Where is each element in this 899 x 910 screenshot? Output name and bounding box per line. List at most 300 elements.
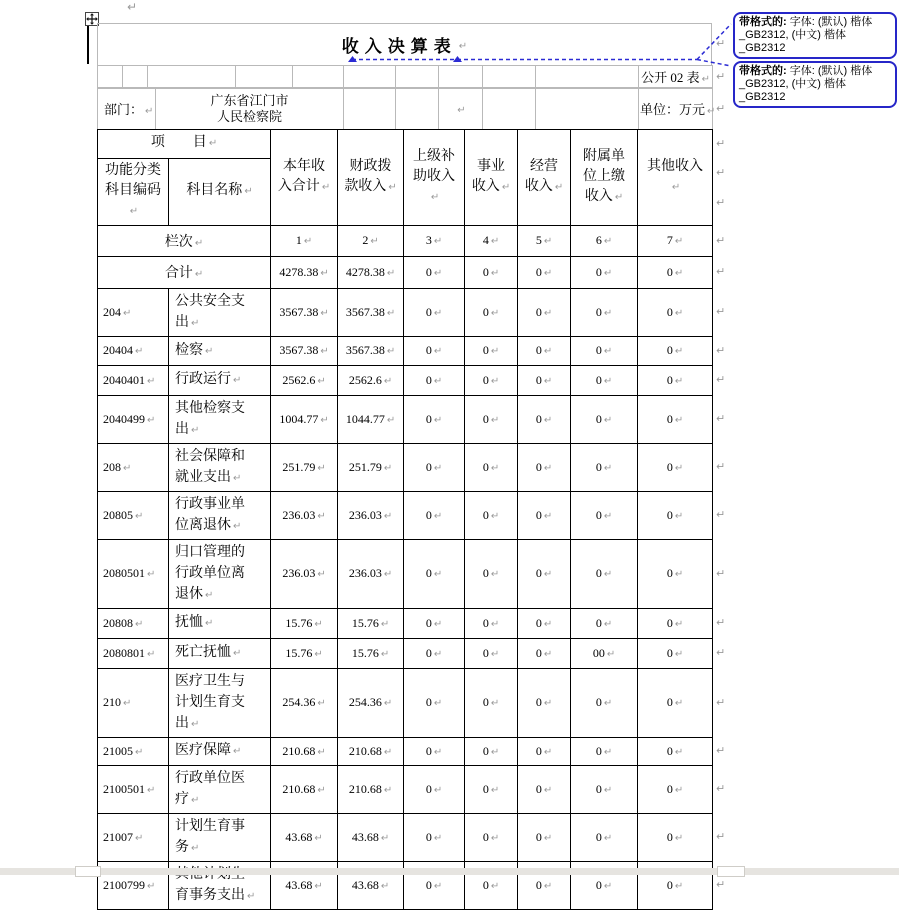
cell-value[interactable]: [338, 765, 404, 813]
cell-value[interactable]: [338, 365, 404, 395]
cell-text: 0: [666, 615, 673, 630]
empty-cell[interactable]: [536, 89, 639, 129]
cell-text: 0: [666, 743, 673, 758]
cell-value[interactable]: [638, 765, 713, 813]
cell-value[interactable]: [518, 813, 571, 861]
cell-value[interactable]: [404, 813, 465, 861]
cell-value[interactable]: [338, 668, 404, 737]
cell-end-mark: [145, 878, 155, 892]
cell-text: 0: [482, 264, 489, 279]
cell-end-mark: [193, 235, 203, 250]
cell-value[interactable]: [404, 608, 465, 638]
cell-end-mark: [432, 616, 442, 630]
comment-box[interactable]: [733, 12, 897, 59]
header-col-1[interactable]: 本年收入合计 ↵: [271, 129, 338, 225]
cell-code[interactable]: [98, 491, 169, 539]
cell-text: 0: [666, 372, 673, 387]
cell-value[interactable]: [571, 395, 638, 443]
cell-value[interactable]: [271, 765, 338, 813]
cell-name[interactable]: [169, 365, 271, 395]
comment-text: 字体: (默认) 楷体_GB2312, (中文) 楷体_GB2312: [739, 65, 873, 103]
empty-cell[interactable]: [344, 66, 396, 88]
cell-name[interactable]: [169, 491, 271, 539]
empty-cell[interactable]: [98, 66, 123, 88]
cell-value[interactable]: [271, 256, 338, 288]
cell-value[interactable]: [518, 365, 571, 395]
cell-name[interactable]: [169, 443, 271, 491]
paragraph-mark-icon: ↵: [716, 616, 726, 629]
cell-value[interactable]: [271, 608, 338, 638]
empty-cell[interactable]: [293, 66, 344, 88]
table-row: [98, 256, 713, 288]
cell-text: 236.03: [348, 507, 382, 522]
cell-name[interactable]: [169, 608, 271, 638]
cell-end-mark: [382, 695, 392, 709]
paragraph-mark-icon: ↵: [716, 460, 726, 473]
cell-end-mark: [385, 343, 395, 357]
cell-end-mark: [432, 782, 442, 796]
cell-value[interactable]: [638, 737, 713, 765]
empty-cell[interactable]: [148, 66, 236, 88]
cell-text: 0: [595, 695, 602, 709]
header-col-4[interactable]: 事业收入 ↵: [465, 129, 518, 225]
cell-text: 1044.77: [345, 411, 385, 426]
cell-value[interactable]: [338, 395, 404, 443]
cell-end-mark: [312, 616, 322, 630]
cell-text: 210: [103, 695, 121, 709]
cell-value[interactable]: [571, 638, 638, 668]
table-row: [98, 737, 713, 765]
cell-text: 0: [482, 304, 489, 319]
cell-value[interactable]: [338, 813, 404, 861]
cell-value[interactable]: [271, 638, 338, 668]
cell-text: 15.76: [351, 615, 379, 630]
cell-value[interactable]: [404, 765, 465, 813]
cell-text: 3567.38: [279, 343, 319, 357]
comment-prefix: 带格式的:: [739, 16, 787, 28]
cell-value[interactable]: [271, 443, 338, 491]
cell-end-mark: [542, 566, 552, 580]
cell-text: 0: [425, 411, 432, 426]
sheet-label: 公开 02 表: [641, 70, 700, 85]
cell-end-mark: [542, 265, 552, 279]
cell-text: 00: [592, 645, 605, 660]
cell-code[interactable]: [98, 395, 169, 443]
cell-end-mark: [700, 70, 710, 85]
colnum-cell[interactable]: 3 ↵: [404, 225, 465, 256]
cell-value[interactable]: [338, 539, 404, 608]
colnum-cell[interactable]: 2 ↵: [338, 225, 404, 256]
cell-end-mark: [386, 179, 396, 194]
cell-text: 0: [595, 411, 602, 426]
cell-value[interactable]: [571, 365, 638, 395]
table-row: [98, 443, 713, 491]
cell-end-mark: [673, 265, 683, 279]
cell-end-mark: [189, 315, 199, 330]
cell-end-mark: [145, 646, 155, 660]
cell-text: 204: [103, 304, 121, 319]
empty-cell[interactable]: [344, 89, 396, 129]
cell-value[interactable]: [465, 395, 518, 443]
cell-text: 0: [482, 829, 489, 844]
paragraph-mark-icon: ↵: [716, 782, 726, 795]
table-row: [98, 336, 713, 365]
header-col-6[interactable]: 附属单位上缴收入 ↵: [571, 129, 638, 225]
cell-end-mark: [121, 695, 131, 709]
cell-text: 2100501: [103, 781, 145, 796]
cell-end-mark: [231, 645, 241, 660]
horizontal-scrollbar[interactable]: [0, 868, 899, 875]
cell-value[interactable]: [404, 336, 465, 365]
cell-text: 0: [535, 343, 542, 357]
empty-cell[interactable]: [396, 66, 439, 88]
cell-text: 0: [482, 645, 489, 660]
cell-name[interactable]: [169, 737, 271, 765]
cell-code[interactable]: [98, 813, 169, 861]
cell-code[interactable]: [98, 638, 169, 668]
cell-value[interactable]: [404, 443, 465, 491]
table-row: [98, 491, 713, 539]
empty-cell[interactable]: [439, 89, 483, 129]
cell-value[interactable]: [518, 288, 571, 336]
cell-value[interactable]: [465, 491, 518, 539]
cell-value[interactable]: [465, 256, 518, 288]
cell-end-mark: [542, 616, 552, 630]
cell-value[interactable]: [338, 608, 404, 638]
cell-text: 0: [425, 566, 432, 580]
cell-text: 0: [425, 645, 432, 660]
cell-name[interactable]: [169, 765, 271, 813]
cell-value[interactable]: [404, 491, 465, 539]
cell-end-mark: [673, 616, 683, 630]
cell-value[interactable]: [638, 443, 713, 491]
cell-value[interactable]: [518, 491, 571, 539]
cell-text: 0: [482, 507, 489, 522]
paragraph-mark-icon: ↵: [716, 744, 726, 757]
cell-value[interactable]: [271, 539, 338, 608]
colnum-cell[interactable]: 6 ↵: [571, 225, 638, 256]
cell-value[interactable]: [271, 288, 338, 336]
cell-value[interactable]: [571, 765, 638, 813]
cell-value[interactable]: [465, 638, 518, 668]
cell-end-mark: [542, 343, 552, 357]
cell-value[interactable]: [271, 813, 338, 861]
cell-name[interactable]: [169, 288, 271, 336]
cell-name[interactable]: [169, 813, 271, 861]
cell-end-mark: [455, 101, 465, 116]
colnum-cell[interactable]: 7 ↵: [638, 225, 713, 256]
cell-value[interactable]: [465, 288, 518, 336]
cell-value[interactable]: [638, 539, 713, 608]
cell-value[interactable]: [404, 395, 465, 443]
cell-value[interactable]: [638, 395, 713, 443]
cell-text: 20805: [103, 507, 133, 522]
cell-value[interactable]: [571, 668, 638, 737]
cell-text: 0: [595, 459, 602, 474]
cell-end-mark: [231, 470, 241, 485]
cell-value[interactable]: [404, 288, 465, 336]
cell-end-mark: [382, 566, 392, 580]
cell-text: 4278.38: [345, 264, 385, 279]
colnum-cell[interactable]: 1 ↵: [271, 225, 338, 256]
cell-value[interactable]: [465, 813, 518, 861]
department-label-cell[interactable]: [98, 89, 156, 129]
cell-end-mark: [673, 412, 683, 426]
cell-value[interactable]: [338, 737, 404, 765]
cell-text: 0: [666, 566, 673, 580]
cell-value[interactable]: [638, 491, 713, 539]
paragraph-mark-icon: ↵: [716, 136, 726, 150]
cell-text: 3567.38: [345, 343, 385, 357]
document-title-row[interactable]: [97, 23, 712, 65]
cell-text: 公共安全支出: [175, 293, 245, 330]
cell-name[interactable]: [169, 539, 271, 608]
cell-value[interactable]: [465, 608, 518, 638]
cell-end-mark: [489, 373, 499, 387]
colnum-cell[interactable]: 5 ↵: [518, 225, 571, 256]
cell-value[interactable]: [571, 539, 638, 608]
cell-end-mark: [432, 265, 442, 279]
cell-end-mark: [379, 830, 389, 844]
header-item[interactable]: 项 目 ↵: [98, 129, 271, 158]
cell-end-mark: [602, 412, 612, 426]
cell-code[interactable]: [98, 336, 169, 365]
cell-value[interactable]: [338, 638, 404, 668]
cell-text: 3567.38: [279, 304, 319, 319]
header-col-2[interactable]: 财政拨款收入 ↵: [338, 129, 404, 225]
cell-text: 0: [535, 264, 542, 279]
cell-value[interactable]: [638, 668, 713, 737]
cell-end-mark: [602, 830, 612, 844]
cell-end-mark: [133, 343, 143, 357]
cell-text: 2040499: [103, 411, 145, 426]
cell-value[interactable]: [638, 336, 713, 365]
cell-value[interactable]: [571, 608, 638, 638]
cell-value[interactable]: [404, 256, 465, 288]
cell-value[interactable]: [571, 288, 638, 336]
cell-text: 15.76: [285, 645, 313, 660]
cell-end-mark: [602, 233, 612, 247]
cell-text: 0: [595, 615, 602, 630]
cell-value[interactable]: [571, 737, 638, 765]
cell-text: 236.03: [282, 566, 316, 580]
cell-end-mark: [542, 646, 552, 660]
cell-value[interactable]: [518, 336, 571, 365]
paragraph-mark-icon: ↵: [716, 646, 726, 659]
header-col-5[interactable]: 经营收入 ↵: [518, 129, 571, 225]
table-row: [98, 668, 713, 737]
cell-end-mark: [553, 179, 563, 194]
cell-code[interactable]: [98, 365, 169, 395]
cell-end-mark: [542, 233, 552, 247]
cell-value[interactable]: [638, 288, 713, 336]
cell-code[interactable]: [98, 539, 169, 608]
cell-end-mark: [489, 265, 499, 279]
cell-text: 43.68: [351, 829, 379, 844]
cell-end-mark: [315, 744, 325, 758]
cell-value[interactable]: [465, 336, 518, 365]
cell-value[interactable]: [638, 608, 713, 638]
cell-value[interactable]: [638, 813, 713, 861]
colnum-cell[interactable]: 4 ↵: [465, 225, 518, 256]
cell-end-mark: [315, 460, 325, 474]
cell-value[interactable]: [404, 365, 465, 395]
cell-value[interactable]: [465, 668, 518, 737]
cell-value[interactable]: [465, 765, 518, 813]
cell-end-mark: [231, 372, 241, 387]
cell-end-mark: [489, 412, 499, 426]
cell-value[interactable]: [638, 638, 713, 668]
cell-end-mark: [542, 744, 552, 758]
table-row: [98, 638, 713, 668]
cell-value[interactable]: [465, 737, 518, 765]
cell-value[interactable]: [638, 256, 713, 288]
header-col-3[interactable]: 上级补助收入 ↵: [404, 129, 465, 225]
cell-value[interactable]: [518, 608, 571, 638]
cell-name[interactable]: [169, 336, 271, 365]
cell-value[interactable]: [271, 336, 338, 365]
cell-text: 0: [535, 781, 542, 796]
cell-value[interactable]: [465, 539, 518, 608]
cell-end-mark: [432, 830, 442, 844]
cell-code[interactable]: [98, 608, 169, 638]
unit-label-cell[interactable]: [639, 89, 713, 129]
cell-end-mark: [602, 305, 612, 319]
cell-end-mark: [673, 695, 683, 709]
cell-name[interactable]: [169, 638, 271, 668]
cell-text: 0: [482, 566, 489, 580]
cell-value[interactable]: [638, 365, 713, 395]
cell-value[interactable]: [404, 638, 465, 668]
empty-cell[interactable]: [396, 89, 439, 129]
cell-text: 208: [103, 459, 121, 474]
cell-text: 0: [595, 372, 602, 387]
cell-text: 0: [535, 615, 542, 630]
cell-value[interactable]: [271, 491, 338, 539]
cell-text: 15.76: [285, 615, 313, 630]
cell-value[interactable]: [518, 395, 571, 443]
cell-text: 2080501: [103, 566, 145, 580]
sheet-label-cell[interactable]: [639, 66, 713, 88]
cell-text: 251.79: [282, 459, 316, 474]
header-name[interactable]: 科目名称 ↵: [169, 158, 271, 225]
cell-value[interactable]: [338, 288, 404, 336]
cell-text: 0: [666, 411, 673, 426]
cell-text: 4278.38: [279, 264, 319, 279]
cell-value[interactable]: [518, 737, 571, 765]
cell-value[interactable]: [338, 256, 404, 288]
empty-cell[interactable]: [483, 89, 536, 129]
cell-code[interactable]: [98, 668, 169, 737]
row-label-total[interactable]: [98, 256, 271, 288]
empty-cell[interactable]: [483, 66, 536, 88]
cell-end-mark: [673, 878, 683, 892]
cell-value[interactable]: [518, 668, 571, 737]
cell-name[interactable]: [169, 395, 271, 443]
cell-text: 0: [535, 695, 542, 709]
cell-code[interactable]: [98, 737, 169, 765]
cell-text: 0: [666, 304, 673, 319]
header-col-7[interactable]: 其他收入 ↵: [638, 129, 713, 225]
cell-value[interactable]: [465, 443, 518, 491]
paragraph-mark-icon: ↵: [716, 166, 726, 179]
cell-value[interactable]: [571, 443, 638, 491]
cell-text: 归口管理的行政单位离退休: [175, 544, 245, 602]
department-value-cell[interactable]: [156, 89, 344, 129]
column-number-row: [98, 225, 713, 256]
cell-end-mark: [542, 830, 552, 844]
cell-text: 0: [535, 566, 542, 580]
cell-value[interactable]: [271, 395, 338, 443]
cell-end-mark: [602, 695, 612, 709]
cell-end-mark: [318, 265, 328, 279]
comment-box[interactable]: [733, 61, 897, 108]
cell-value[interactable]: [271, 668, 338, 737]
empty-cell[interactable]: [123, 66, 148, 88]
cell-end-mark: [500, 179, 510, 194]
cell-code[interactable]: [98, 765, 169, 813]
cell-text: 2562.6: [348, 372, 382, 387]
cell-text: 0: [595, 743, 602, 758]
cell-value[interactable]: [518, 638, 571, 668]
cell-end-mark: [673, 460, 683, 474]
cell-value[interactable]: [518, 539, 571, 608]
colnum-label-cell[interactable]: 栏次 ↵: [98, 225, 271, 256]
cell-text: 0: [595, 877, 602, 892]
paragraph-mark-icon: ↵: [716, 196, 726, 209]
empty-cell[interactable]: [536, 66, 639, 88]
cell-value[interactable]: [271, 365, 338, 395]
cell-name[interactable]: [169, 668, 271, 737]
cell-end-mark: [121, 305, 131, 319]
paragraph-mark-icon: ↵: [716, 265, 726, 278]
table-row: [98, 765, 713, 813]
cell-value[interactable]: [404, 668, 465, 737]
cell-value[interactable]: [518, 256, 571, 288]
cell-value[interactable]: [571, 256, 638, 288]
cell-value[interactable]: [338, 443, 404, 491]
header-code[interactable]: 功能分类科目编码 ↵: [98, 158, 169, 225]
cell-value[interactable]: [571, 491, 638, 539]
cell-code[interactable]: [98, 288, 169, 336]
cell-end-mark: [133, 508, 143, 522]
cell-end-mark: [542, 508, 552, 522]
cell-end-mark: [602, 508, 612, 522]
cell-value[interactable]: [271, 737, 338, 765]
cell-value[interactable]: [518, 443, 571, 491]
cell-text: 21007: [103, 829, 133, 844]
empty-cell[interactable]: [439, 66, 483, 88]
table-row: [98, 288, 713, 336]
cell-code[interactable]: [98, 443, 169, 491]
cell-value[interactable]: [338, 491, 404, 539]
cell-value[interactable]: [571, 813, 638, 861]
cell-value[interactable]: [404, 737, 465, 765]
cell-value[interactable]: [518, 765, 571, 813]
cell-text: 0: [425, 304, 432, 319]
cell-text: 254.36: [348, 695, 382, 709]
cell-value[interactable]: [465, 365, 518, 395]
cell-end-mark: [602, 460, 612, 474]
cell-value[interactable]: [571, 336, 638, 365]
cell-end-mark: [602, 616, 612, 630]
table-row: [98, 89, 713, 129]
cell-value[interactable]: [404, 539, 465, 608]
cell-end-mark: [379, 646, 389, 660]
cell-value[interactable]: [338, 336, 404, 365]
empty-cell[interactable]: [236, 66, 293, 88]
cell-text: 3567.38: [345, 304, 385, 319]
